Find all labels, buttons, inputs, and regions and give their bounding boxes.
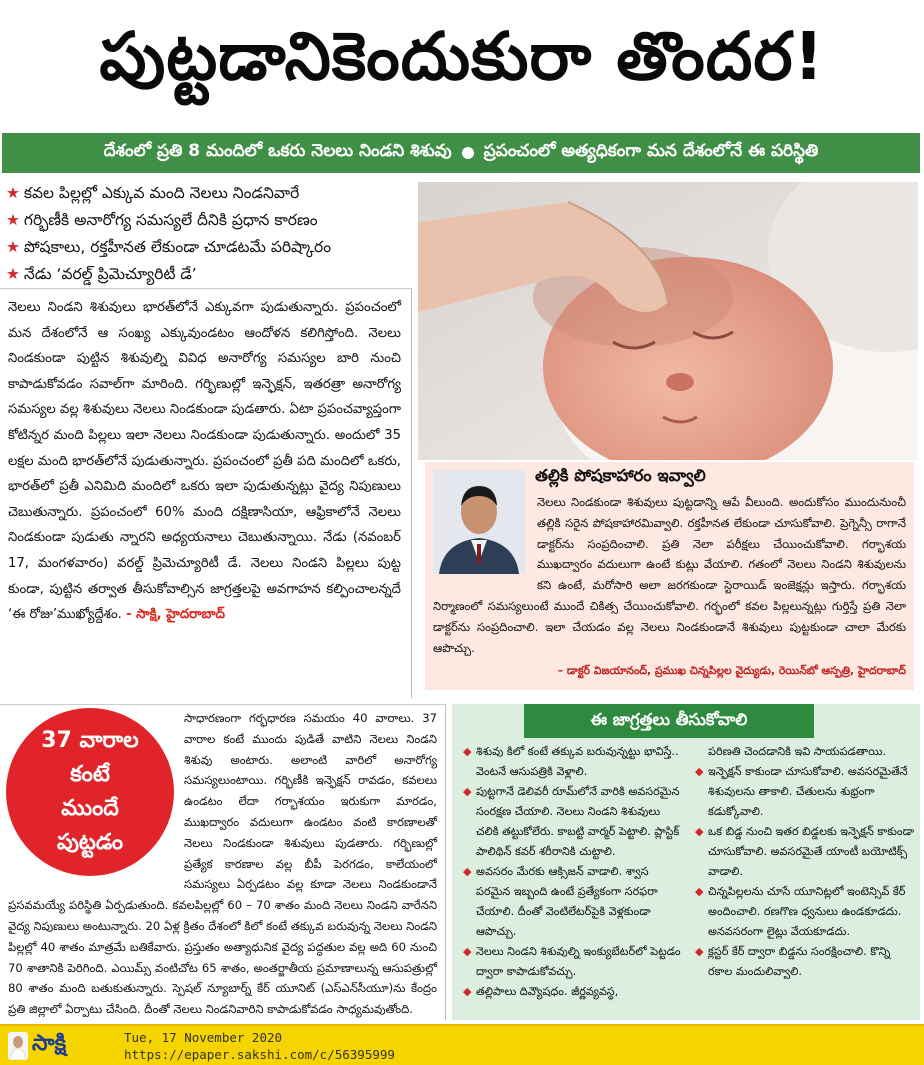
highlight-item: ★ గర్భిణీకి అనారోగ్య సమస్యలే దీనికి ప్రధాన కారణం <box>6 211 318 229</box>
doctor-box-title: తల్లికి పోషకాహారం ఇవ్వాలి <box>535 466 706 485</box>
precaution-item: ◆ క్లస్టర్ కేర్ ద్వారా బిడ్డను సంరక్షించాలి. కొన్ని రకాల మందులివ్వాలి. <box>694 942 916 982</box>
star-icon: ★ <box>6 265 20 283</box>
precaution-item: ◆ చిన్నపిల్లలను చూసే యూనిట్లలో ఇంటెన్సివ్ కేర్ అందించాలి. రణగొణ ధ్వనులు ఉండకూడదు. అనవసరంగా లైట్లు వేయకూడదు. <box>694 882 916 942</box>
diamond-bullet-icon: ◆ <box>695 945 704 958</box>
newborn-image-icon <box>418 182 918 460</box>
precaution-item: ◆ నెలలు నిండని శిశువుల్ని ఇంక్యుబేటర్‌లో పెట్టడం ద్వారా కాపాడుకోవచ్చు. <box>462 942 684 982</box>
precautions-column-1 <box>462 742 684 1002</box>
weeks-badge-line: ముందే <box>61 796 119 821</box>
diamond-bullet-icon: ◆ <box>463 945 472 958</box>
doctor-quote-box <box>425 462 914 690</box>
star-icon: ★ <box>6 211 20 229</box>
precaution-item: ◆ తల్లిపాలు దివ్యౌషధం. జీర్ణవ్యవస్థ, <box>462 982 684 1002</box>
diamond-bullet-icon: ◆ <box>463 985 472 998</box>
diamond-bullet-icon: ◆ <box>695 825 704 838</box>
headline: పుట్టడానికెందుకురా తొందర! <box>99 17 825 95</box>
weeks-badge-line: 37 వారాల <box>41 728 139 753</box>
precaution-item: ◆ ఒక బిడ్డ నుంచి ఇతర బిడ్డలకు ఇన్ఫెక్షన్ కాకుండా చూసుకోవాలి. అవసరమైతే యాంటీ బయోటిక్స్ వాడాలి. <box>694 822 916 882</box>
precaution-item: ◆ ఇన్ఫెక్షన్ కాకుండా చూసుకోవాలి. అవసరమైతేనే శిశువులను తాకాలి. చేతులను శుభ్రంగా కడుక్కోవాలి. <box>694 762 916 822</box>
star-icon: ★ <box>6 238 20 256</box>
newborn-photo <box>418 182 918 460</box>
subheadline-right: ప్రపంచంలో అత్యధికంగా మన దేశంలోనే ఈ పరిస్థితి <box>483 141 819 161</box>
subheadline-left: దేశంలో ప్రతి 8 మందిలో ఒకరు నెలలు నిండని శిశువు <box>103 141 452 161</box>
doctor-box-text-wrap <box>425 492 914 658</box>
intro-text: నెలలు నిండని శిశువులు భారత్‌లోనే ఎక్కువగా పుడుతున్నారు. ప్రపంచంలో మన దేశంలోనే ఆ సంఖ్య ఎక్కువుండటం ఆందోళన కలిగిస్తోంది. నెలలు నిండకుండా పుట్టిన శిశువుల్ని వివిధ అనారోగ్య సమస్యల బారి నుంచి కాపాడుకోవడం సవాల్‌గా మారింది. గర్భిణుల్లో ఇన్ఫెక్షన్, ఇతరత్రా అనారోగ్య సమస్యల వల్ల శిశువులు నెలలు నిండకుండా పుడతారు. ఏటా ప్రపంచవ్యాప్తంగా కోటిన్నర మంది పిల్లలు ఇలా నెలలు నిండకుండా పుడుతున్నారు. అందులో 35 లక్షల మంది భారత్‌లోనే పుడుతున్నారు. ప్రపంచంలో ప్రతీ పది మందిలో ఒకరు, భారత్‌లో ప్రతీ ఎనిమిది మందిలో ఒకరు ఇలా పుడుతున్నట్లు వైద్య నిపుణులు చెబుతున్నారు. ప్రపంచంలో 60% మంది దక్షిణాసియా, ఆఫ్రికాలోనే నెలలు నిండకుండా పుడుతు న్నారని అధ్యయనాలు చెబుతున్నాయి. నేడు (నవంబర్ 17, మంగళవారం) వరల్డ్ ప్రిమెచ్యూరిటీ డే. నెలలు నిండని పిల్లలు పుట్ట కుండా, పుట్టిన తర్వాత తీసుకోవాల్సిన జాగ్రత్తలపై అవగాహన కల్పించాలన్నదే ‘ఈ రోజు’ముఖ్యోద్దేశం. <box>8 300 401 623</box>
weeks-text: సాధారణంగా గర్భధారణ సమయం 40 వారాలు. 37 వారాల కంటే ముందు పుడితే వాటిని నెలలు నిండని శిశువు అంటారు. అలాంటి వారిలో అనారోగ్య సమస్యలుంటాయి. గర్భిణీకి ఇన్ఫెక్షన్ రావడం, కవలలు ఉండటం లేదా గర్భాశయం ఇరుకుగా మారడం, ముఖద్వారం వదులుగా ఉండటం వంటి కారణాలతో నెలలు నిండకుండా శిశువులు పుడతారు. గర్భిణుల్లో ప్రత్యేక కారణాల వల్ల బీపీ పెరగడం, కాలేయంలో సమస్యలు ఏర్పడటం వల్ల కూడా నెలలు నిండకుండానే ప్రసవమయ్యే పరిస్థితి ఏర్పడుతుంది. కవలపిల్లల్లో 60 – 70 శాతం మంది నెలలు నిండని వారేనని వైద్య నిపుణులు అంటున్నారు. 20 ఏళ్ల క్రితం దేశంలో కిలో కంటే తక్కువ బరువున్న నెలలు నిండని పిల్లల్లో 40 శాతం మాత్రమే బతికేవారు. ప్రస్తుతం అత్యాధునిక వైద్య పద్ధతుల వల్ల అది 60 నుంచి 70 శాతానికి పెరిగింది. ఎయిమ్స్ వంటిచోట 65 శాతం, అంతర్జాతీయ ప్రమాణాలున్న ఆసుపత్రుల్లో 80 శాతం మంది బతుకుతున్నారు. స్పెషల్ న్యూబార్న్ కేర్ యూనిట్ (ఎస్‌ఎన్‌సీయూ)ను కేంద్రం ప్రతి జిల్లాలో ఏర్పాటు చేసింది. దీంతో నెలలు నిండనివారిని కాపాడుకోవడం సాధ్యమవుతోంది. <box>8 711 437 1017</box>
highlight-bullets <box>6 180 410 288</box>
precautions-column-2 <box>694 742 916 982</box>
weeks-badge-line: కంటే <box>70 762 110 787</box>
epaper-footer <box>0 1024 924 1065</box>
diamond-bullet-icon: ◆ <box>463 745 472 758</box>
doctor-credit: – డాక్టర్ విజయానంద్, ప్రముఖ చిన్నపిల్లల వైద్యుడు, రెయిన్‌బో ఆస్పత్రి, హైదరాబాద్ <box>557 664 906 677</box>
subheadline-bar <box>2 133 920 173</box>
precaution-item-continued: పరిణతి చెందడానికి ఇవి సాయపడతాయి. <box>708 745 887 758</box>
intro-credit: - సాక్షి, హైదరాబాద్ <box>126 607 225 623</box>
epaper-link[interactable]: https://epaper.sakshi.com/c/56395999 <box>124 1046 395 1062</box>
brand-name: సాక్షి <box>32 1030 67 1056</box>
diamond-bullet-icon: ◆ <box>695 885 704 898</box>
star-icon: ★ <box>6 184 20 202</box>
sakshi-logo[interactable] <box>8 1031 112 1061</box>
highlight-item: ★ నేడు ‘వరల్డ్ ప్రిమెచ్యూరిటీ డే’ <box>6 265 197 283</box>
footer-meta <box>124 1029 395 1063</box>
edition-date: Tue, 17 November 2020 <box>124 1029 283 1045</box>
precautions-box <box>452 704 920 1020</box>
weeks-badge-line: పుట్టడం <box>56 830 124 855</box>
precautions-title: ఈ జాగ్రత్తలు తీసుకోవాలి <box>524 704 814 738</box>
precaution-item: ◆ అవసరం మేరకు ఆక్సిజన్ వాడాలి. శ్వాస పరమైన ఇబ్బంది ఉంటే ప్రత్యేకంగా సరఫరా చేయాలి. దీంతో వెంటిలేటర్‌పైకి వెళ్లకుండా ఆపొచ్చు. <box>462 862 684 942</box>
intro-article <box>0 288 412 698</box>
highlight-item: ★ కవల పిల్లల్లో ఎక్కువ మంది నెలలు నిండనివారే <box>6 184 300 202</box>
diamond-bullet-icon: ◆ <box>463 865 472 878</box>
weeks-badge <box>6 708 174 876</box>
precaution-item: ◆ పుట్టగానే డెలివరీ రూమ్‌లోనే వారికి అవసరమైన సంరక్షణ చేయాలి. నెలలు నిండని శిశువులు చలికి తట్టుకోలేరు. కాబట్టి వార్మర్ పెట్టాలి. ప్లాస్టిక్ పాలిథిన్ కవర్ శరీరానికి చుట్టాలి. <box>462 782 684 862</box>
highlight-item: ★ పోషకాలు, రక్తహీనత లేకుండా చూడటమే పరిష్కారం <box>6 238 332 256</box>
diamond-bullet-icon: ◆ <box>463 785 472 798</box>
precaution-item: ◆ శిశువు కిలో కంటే తక్కువ బరువున్నట్టు భావిస్తే.. వెంటనే ఆసుపత్రికి వెళ్లాలి. <box>462 742 684 782</box>
founder-avatar-icon <box>8 1032 28 1060</box>
doctor-box-text: నెలలు నిండకుండా శిశువులు పుట్టడాన్ని ఆపే వీలుంది. అందుకోసం ముందునుంచీ తల్లికి సరైన పోషకాహారమివ్వాలి. రక్తహీనత లేకుండా చూసుకోవాలి. ప్రెగ్నెన్సీ రాగానే డాక్టర్‌ను సంప్రదించాలి. ప్రతి నెలా పరీక్షలు చేయించుకోవాలి. గర్భాశయ ముఖద్వారం వదులుగా ఉంటే కుట్లు వేయాలి. గతంలో నెలలు నిండని శిశువులను కని ఉంటే, మరోసారి అలా జరగకుండా స్టెరాయిడ్ ఇంజెక్షన్లు ఇస్తారు. గర్భాశయ నిర్మాణంలో సమస్యలుంటే ముందే చికిత్స చేయించుకోవాలి. గర్భంలో కవల పిల్లలున్నట్లు గుర్తిస్తే ప్రతి నెలా డాక్టర్‌ను సంప్రదించాలి. ఇలా చేయడం వల్ల నెలలు నిండకుండానే శిశువులు పుట్టకుండా చాలా మేరకు ఆపొచ్చు. <box>433 495 906 655</box>
bullet-dot-icon <box>462 147 474 159</box>
diamond-bullet-icon: ◆ <box>695 765 704 778</box>
